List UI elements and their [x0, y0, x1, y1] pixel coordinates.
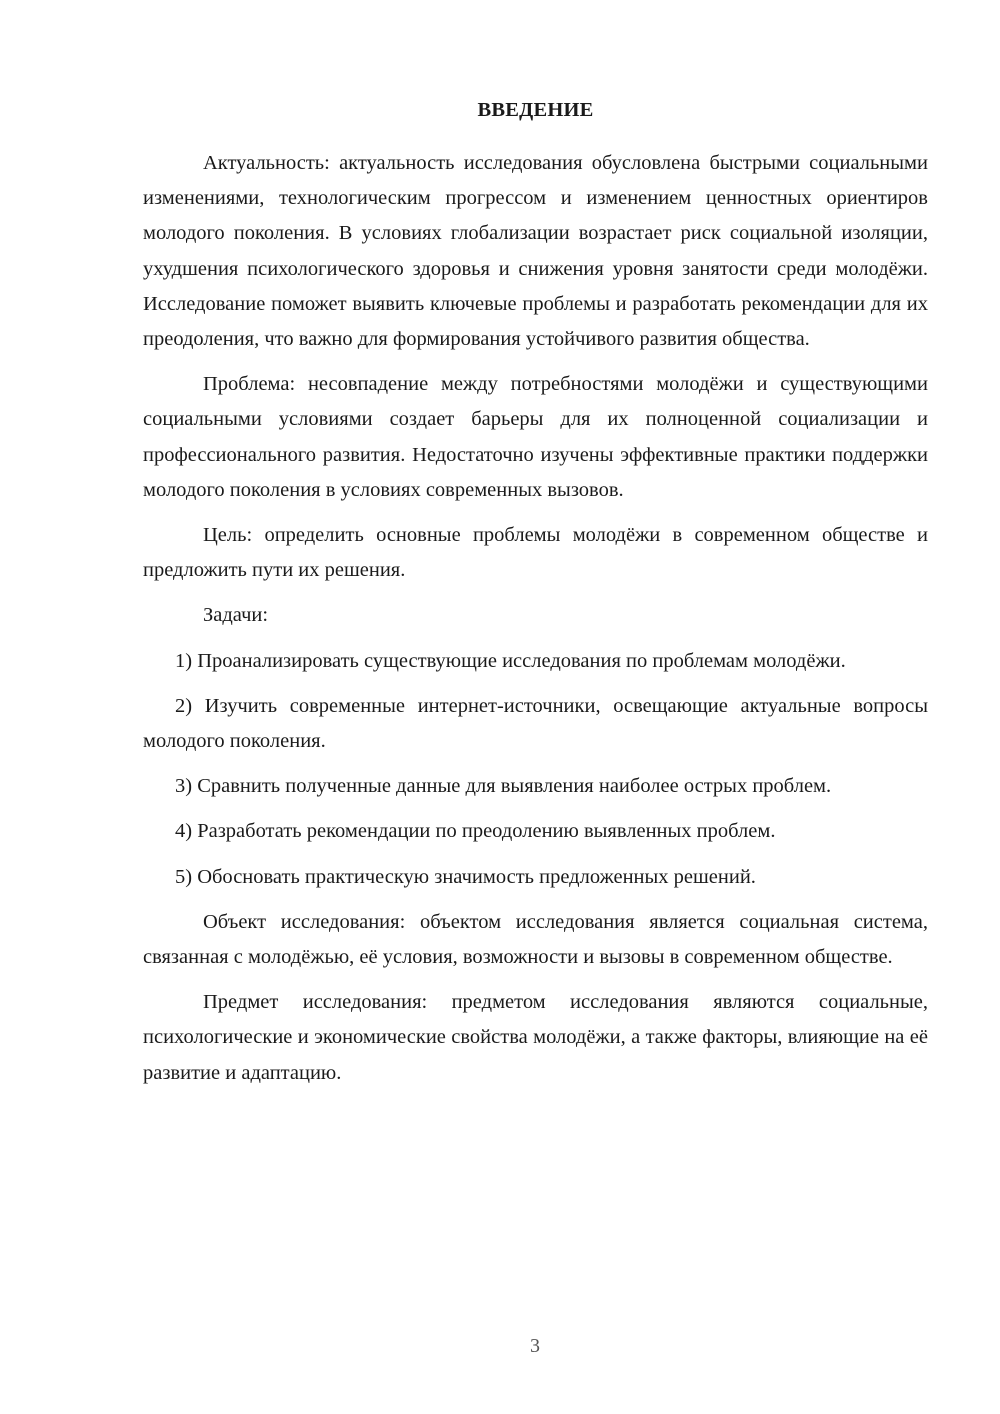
page-content — [143, 96, 928, 1101]
tasks-heading: Задачи: — [203, 604, 269, 627]
page-number: 3 — [530, 1335, 540, 1357]
list-item: 1) Проанализировать существующие исследования по проблемам молодёжи. — [175, 649, 846, 672]
tasks-list — [143, 644, 928, 895]
page-title: ВВЕДЕНИЕ — [477, 99, 594, 121]
list-item: 3) Сравнить полученные данные для выявления наиболее острых проблем. — [175, 775, 832, 798]
list-item: 4) Разработать рекомендации по преодолению выявленных проблем. — [175, 820, 776, 843]
paragraph-object: Объект исследования: объектом исследования является социальная система, связанная с молодёжью, её условия, возможности и вызовы в современном обществе. — [143, 910, 928, 969]
paragraph-problem: Проблема: несовпадение между потребностями молодёжи и существующими социальными условиями создает барьеры для их полноценной социализации и профессионального развития. Недостаточно изучены эффективные практики поддержки молодого поколения в условиях современных вызовов. — [143, 373, 928, 501]
paragraph-relevance: Актуальность: актуальность исследования обусловлена быстрыми социальными изменениями, технологическим прогрессом и изменением ценностных ориентиров молодого поколения. В условиях глобализации возрастает риск социальной изоляции, ухудшения психологического здоровья и снижения уровня занятости среди молодёжи. Исследование поможет выявить ключевые проблемы и разработать рекомендации для их преодоления, что важно для формирования устойчивого развития общества. — [143, 152, 928, 351]
list-item: 5) Обосновать практическую значимость предложенных решений. — [175, 865, 756, 888]
list-item: 2) Изучить современные интернет-источники, освещающие актуальные вопросы молодого поколения. — [143, 694, 928, 753]
paragraph-subject: Предмет исследования: предметом исследования являются социальные, психологические и экономические свойства молодёжи, а также факторы, влияющие на её развитие и адаптацию. — [143, 991, 928, 1084]
paragraph-goal: Цель: определить основные проблемы молодёжи в современном обществе и предложить пути их решения. — [143, 524, 928, 582]
